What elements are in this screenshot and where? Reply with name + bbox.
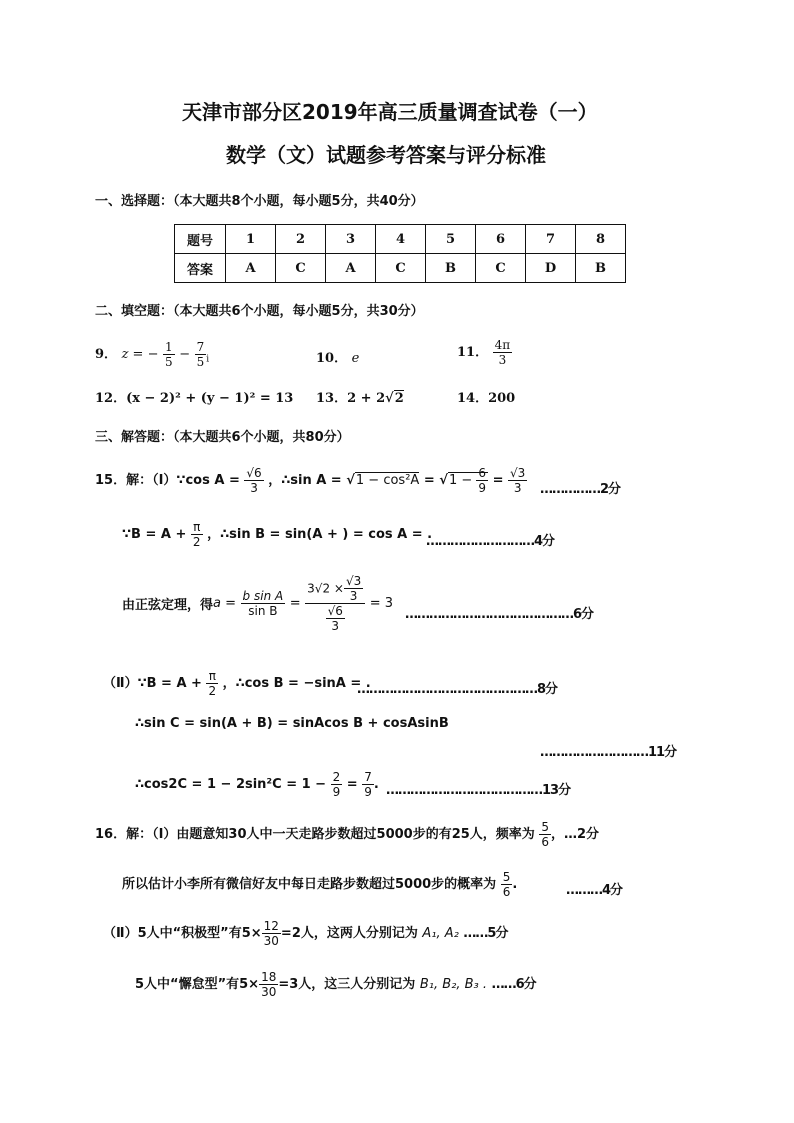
table-cell: 8 — [576, 225, 626, 254]
q15-part2-line1: （Ⅱ）∵B = A + $\frac{\pi}{2}$ ，∴cos B = −sinA = . — [103, 669, 371, 698]
table-cell: A — [326, 254, 376, 283]
fraction: $\frac{5}{6}$ — [502, 870, 511, 899]
q15-part2-line2: ∴sin C = sin(A + B) = sinAcos B + cosAsinB — [135, 716, 449, 731]
q15-part2-line3: ∴cos2C = 1 − 2sin²C = 1 − $\frac{2}{9}$ = $\frac{7}{9}$ . — [135, 770, 379, 799]
table-cell: 6 — [476, 225, 526, 254]
fraction: $\frac{√3}{3}$ — [510, 466, 526, 495]
score-marker: ……6分 — [491, 977, 536, 992]
page-subtitle: 数学（文）试题参考答案与评分标准 — [226, 143, 546, 167]
table-cell: C — [276, 254, 326, 283]
table-header-cell: 答案 — [175, 254, 226, 283]
fraction: $\frac{5}{6}$ — [541, 820, 549, 849]
table-cell: 1 — [226, 225, 276, 254]
answer-q10: 10． e — [316, 351, 360, 366]
q15-line3: 由正弦定理，得a = $\frac{\text{b sin A}}{\text{sin B}}$ = 3√2 × $\frac{√3}{3}$ $\frac{√6}{3}$ = 3 — [122, 574, 394, 633]
score-marker: ………4分 — [566, 883, 623, 898]
fraction: $\frac{12}{30}$ — [263, 919, 279, 948]
answer-q11: 11． $\frac{4\pi}{3}$ — [457, 338, 511, 367]
table-cell: 7 — [526, 225, 576, 254]
answer-table — [174, 224, 626, 283]
score-marker: ………………………11分 — [540, 745, 677, 760]
q16-line3: （Ⅱ）5人中“积极型”有5× $\frac{12}{30}$ =2人，这两人分别记为 A₁, A₂ ……5分 — [103, 919, 508, 948]
section-heading-fill: 二、填空题：（本大题共6个小题，每小题5分，共30分） — [95, 304, 424, 319]
table-cell: 4 — [376, 225, 426, 254]
fraction: $\frac{6}{9}$ — [478, 466, 487, 495]
table-cell: D — [526, 254, 576, 283]
q16-line4: 5人中“懈怠型”有5× $\frac{18}{30}$ =3人，这三人分别记为 B₁, B₂, B₃ . ……6分 — [135, 970, 536, 999]
section-heading-solution: 三、解答题：（本大题共6个小题，共80分） — [95, 430, 350, 445]
table-cell: C — [376, 254, 426, 283]
answer-q13: 13．2 + 2√2 — [316, 391, 404, 406]
q16-line1: 16．解：（Ⅰ）由题意知30人中一天走路步数超过5000步的有25人，频率为 $\frac{5}{6}$ ，…2分 — [95, 820, 600, 849]
fraction: $\frac{18}{30}$ — [261, 970, 277, 999]
fraction: $\frac{7}{5}$ — [196, 340, 205, 369]
fraction: $\frac{\text{b sin A}}{\text{sin B}}$ — [242, 589, 284, 618]
table-row-numbers — [175, 225, 626, 254]
table-cell: 2 — [276, 225, 326, 254]
table-cell: 5 — [426, 225, 476, 254]
fraction: $\frac{\pi}{2}$ — [208, 669, 217, 698]
q15-line2: ∵B = A + $\frac{\pi}{2}$ ，∴sin B = sin(A + ) = cos A = . — [122, 520, 433, 549]
answer-q9: 9． z = − $\frac{1}{5}$ − $\frac{7}{5}$ $_i$ — [95, 340, 210, 369]
score-marker: ………………………4分 — [426, 534, 555, 549]
table-cell: B — [426, 254, 476, 283]
fraction: $\frac{4\pi}{3}$ — [494, 338, 511, 367]
score-marker: ………………………………………8分 — [357, 682, 558, 697]
table-header-cell: 题号 — [175, 225, 226, 254]
table-cell: B — [576, 254, 626, 283]
score-marker: …………………………………13分 — [386, 783, 571, 798]
table-cell: A — [226, 254, 276, 283]
q15-line1: 15．解：（Ⅰ）∵cos A = $\frac{√6}{3}$ ，∴sin A = √1 − cos²A = √1 − $\frac{6}{9}$ = $\frac{√3}{3}$ — [95, 466, 526, 495]
q9-z: z = − — [121, 347, 159, 362]
fraction: $\frac{\pi}{2}$ — [192, 520, 201, 549]
score-marker: ……………………………………6分 — [405, 607, 594, 622]
answer-q14: 14．200 — [457, 391, 516, 406]
fraction: $\frac{2}{9}$ — [332, 770, 341, 799]
section-heading-choice: 一、选择题：（本大题共8个小题，每小题5分，共40分） — [95, 194, 424, 209]
fraction: $\frac{√6}{3}$ — [246, 466, 262, 495]
score-marker: ……5分 — [463, 926, 508, 941]
q16-line2: 所以估计小李所有微信好友中每日走路步数超过5000步的概率为 $\frac{5}{6}$ . — [122, 870, 518, 899]
page-title: 天津市部分区2019年高三质量调查试卷（一） — [182, 100, 598, 124]
fraction: $\frac{7}{9}$ — [364, 770, 372, 799]
answer-q12: 12．(x − 2)² + (y − 1)² = 13 — [95, 391, 294, 406]
fraction: 3√2 × $\frac{√3}{3}$ $\frac{√6}{3}$ — [305, 574, 365, 633]
score-marker: ……………2分 — [540, 482, 621, 497]
table-row-answers — [175, 254, 626, 283]
q9-number: 9． — [95, 347, 118, 362]
fraction: $\frac{1}{5}$ — [165, 340, 173, 369]
table-cell: 3 — [326, 225, 376, 254]
table-cell: C — [476, 254, 526, 283]
